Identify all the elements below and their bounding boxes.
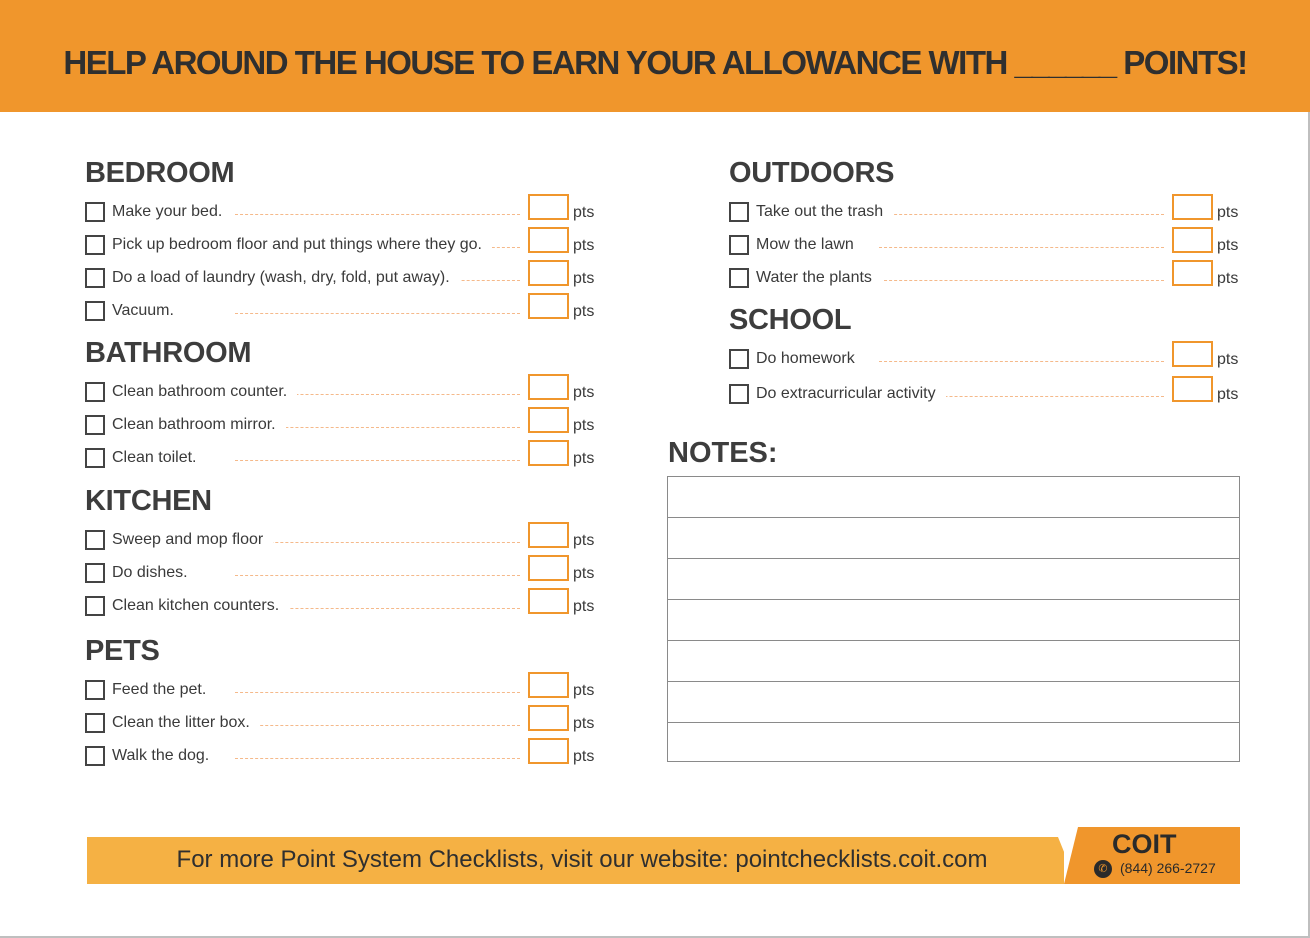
- task-label: Do dishes.: [112, 563, 198, 583]
- pts-label: pts: [573, 748, 595, 765]
- task-label: Sweep and mop floor: [112, 530, 273, 550]
- notes-line[interactable]: [668, 723, 1239, 764]
- task-label: Do homework: [756, 349, 865, 369]
- section-title: OUTDOORS: [729, 157, 895, 189]
- task-label: Feed the pet.: [112, 680, 216, 700]
- dotted-leader: [235, 460, 520, 461]
- section-title: BATHROOM: [85, 337, 252, 369]
- task-item: [729, 380, 1249, 413]
- pts-label: pts: [1217, 386, 1239, 403]
- points-input-box[interactable]: [528, 194, 569, 220]
- task-item: [85, 297, 605, 330]
- task-label: Make your bed.: [112, 202, 232, 222]
- task-item: [85, 444, 605, 477]
- task-checkbox[interactable]: [729, 384, 749, 404]
- task-checkbox[interactable]: [85, 746, 105, 766]
- task-item: [729, 345, 1249, 380]
- pts-label: pts: [573, 303, 595, 320]
- pts-label: pts: [573, 682, 595, 699]
- task-label: Do a load of laundry (wash, dry, fold, put away).: [112, 268, 460, 288]
- task-item: [729, 231, 1249, 264]
- pts-label: pts: [573, 565, 595, 582]
- points-input-box[interactable]: [528, 555, 569, 581]
- dotted-leader: [879, 280, 1164, 281]
- section-title: SCHOOL: [729, 304, 852, 336]
- notes-line[interactable]: [668, 559, 1239, 600]
- pts-label: pts: [573, 598, 595, 615]
- notes-line[interactable]: [668, 641, 1239, 682]
- section-title: PETS: [85, 635, 160, 667]
- points-input-box[interactable]: [528, 705, 569, 731]
- task-label: Take out the trash: [756, 202, 893, 222]
- points-input-box[interactable]: [528, 738, 569, 764]
- section-school: [729, 305, 1249, 413]
- header-banner: [0, 0, 1310, 112]
- task-item: [85, 592, 605, 625]
- pts-label: pts: [573, 532, 595, 549]
- task-checkbox[interactable]: [85, 530, 105, 550]
- dotted-leader: [235, 725, 520, 726]
- footer-website-text[interactable]: For more Point System Checklists, visit our website: pointchecklists.coit.com: [176, 846, 988, 873]
- section-title: BEDROOM: [85, 157, 235, 189]
- dotted-leader: [235, 214, 520, 215]
- brand-divider: [1064, 827, 1078, 884]
- task-label: Clean kitchen counters.: [112, 596, 289, 616]
- pts-label: pts: [573, 204, 595, 221]
- task-checkbox[interactable]: [729, 268, 749, 288]
- points-input-box[interactable]: [528, 407, 569, 433]
- task-label: Clean toilet.: [112, 448, 207, 468]
- dotted-leader: [235, 758, 520, 759]
- section-outdoors: [729, 158, 1249, 297]
- points-input-box[interactable]: [528, 293, 569, 319]
- task-checkbox[interactable]: [85, 301, 105, 321]
- task-label: Do extracurricular activity: [756, 384, 946, 404]
- task-checkbox[interactable]: [85, 382, 105, 402]
- task-label: Clean the litter box.: [112, 713, 260, 733]
- task-item: [85, 676, 605, 709]
- pts-label: pts: [573, 417, 595, 434]
- task-checkbox[interactable]: [85, 268, 105, 288]
- task-checkbox[interactable]: [85, 680, 105, 700]
- pts-label: pts: [573, 237, 595, 254]
- dotted-leader: [879, 214, 1164, 215]
- task-item: [85, 709, 605, 742]
- task-label: Clean bathroom counter.: [112, 382, 297, 402]
- task-checkbox[interactable]: [85, 448, 105, 468]
- notes-area[interactable]: [667, 476, 1240, 762]
- pts-label: pts: [573, 384, 595, 401]
- dotted-leader: [235, 575, 520, 576]
- notes-line[interactable]: [668, 682, 1239, 723]
- task-item: [85, 198, 605, 231]
- task-checkbox[interactable]: [729, 235, 749, 255]
- dotted-leader: [235, 313, 520, 314]
- task-checkbox[interactable]: [85, 235, 105, 255]
- section-bedroom: [85, 158, 605, 330]
- task-item: [85, 526, 605, 559]
- phone-icon: ✆: [1094, 860, 1112, 878]
- task-checkbox[interactable]: [85, 415, 105, 435]
- points-input-box[interactable]: [528, 522, 569, 548]
- task-item: [85, 742, 605, 775]
- section-kitchen: [85, 486, 605, 625]
- section-title: KITCHEN: [85, 485, 212, 517]
- points-input-box[interactable]: [528, 672, 569, 698]
- task-checkbox[interactable]: [85, 596, 105, 616]
- points-input-box[interactable]: [1172, 194, 1213, 220]
- pts-label: pts: [1217, 237, 1239, 254]
- brand-phone-number[interactable]: (844) 266-2727: [1120, 860, 1216, 876]
- pts-label: pts: [573, 450, 595, 467]
- points-input-box[interactable]: [1172, 376, 1213, 402]
- task-checkbox[interactable]: [729, 349, 749, 369]
- pts-label: pts: [1217, 270, 1239, 287]
- points-input-box[interactable]: [1172, 260, 1213, 286]
- task-label: Vacuum.: [112, 301, 184, 321]
- dotted-leader: [235, 542, 520, 543]
- task-item: [85, 378, 605, 411]
- page-title: HELP AROUND THE HOUSE TO EARN YOUR ALLOWANCE WITH ______ POINTS!: [63, 44, 1247, 81]
- points-input-box[interactable]: [528, 260, 569, 286]
- notes-line[interactable]: [668, 600, 1239, 641]
- notes-line[interactable]: [668, 477, 1239, 518]
- pts-label: pts: [1217, 204, 1239, 221]
- task-label: Water the plants: [756, 268, 882, 288]
- task-item: [85, 559, 605, 592]
- task-checkbox[interactable]: [85, 713, 105, 733]
- task-label: Walk the dog.: [112, 746, 219, 766]
- brand-logo: COIT: [1112, 829, 1177, 859]
- task-checkbox[interactable]: [85, 563, 105, 583]
- points-input-box[interactable]: [528, 440, 569, 466]
- task-checkbox[interactable]: [85, 202, 105, 222]
- section-pets: [85, 636, 605, 775]
- task-item: [85, 411, 605, 444]
- task-item: [729, 198, 1249, 231]
- dotted-leader: [879, 361, 1164, 362]
- points-input-box[interactable]: [528, 227, 569, 253]
- notes-title: NOTES:: [668, 437, 778, 469]
- task-item: [85, 264, 605, 297]
- dotted-leader: [879, 247, 1164, 248]
- pts-label: pts: [573, 270, 595, 287]
- section-bathroom: [85, 338, 605, 477]
- task-label: Mow the lawn: [756, 235, 864, 255]
- pts-label: pts: [573, 715, 595, 732]
- points-input-box[interactable]: [528, 374, 569, 400]
- points-input-box[interactable]: [528, 588, 569, 614]
- points-input-box[interactable]: [1172, 227, 1213, 253]
- task-label: Pick up bedroom floor and put things where they go.: [112, 235, 492, 255]
- dotted-leader: [235, 692, 520, 693]
- task-checkbox[interactable]: [729, 202, 749, 222]
- task-item: [729, 264, 1249, 297]
- task-item: [85, 231, 605, 264]
- points-input-box[interactable]: [1172, 341, 1213, 367]
- notes-line[interactable]: [668, 518, 1239, 559]
- task-label: Clean bathroom mirror.: [112, 415, 286, 435]
- pts-label: pts: [1217, 351, 1239, 368]
